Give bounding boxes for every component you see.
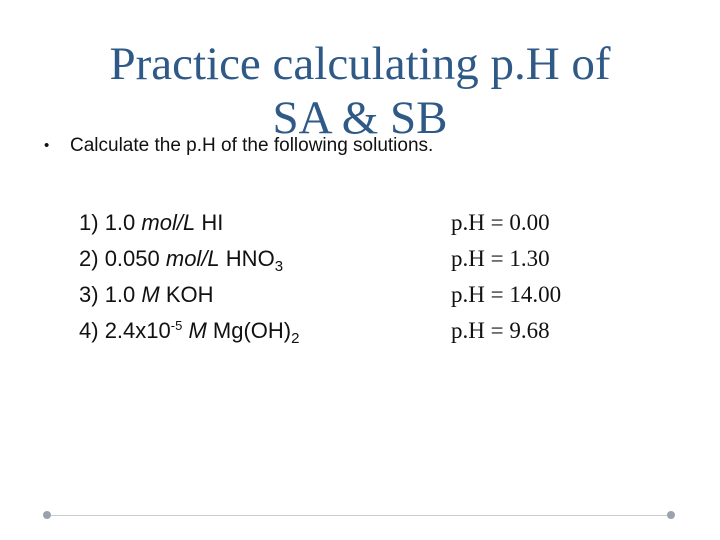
problem-formula: KOH — [165, 282, 214, 307]
problem-value: 1.0 — [104, 282, 136, 307]
answer-list — [451, 205, 561, 349]
formula-subscript: 2 — [291, 330, 300, 347]
value-base: 2.4x10 — [104, 318, 171, 343]
title-line-2: SA & SB — [272, 92, 448, 145]
formula-base: HNO — [225, 246, 275, 271]
problem-unit: M — [188, 318, 207, 343]
title-line-1: Practice calculating p.H of — [109, 38, 611, 91]
problem-unit: mol/L — [141, 210, 196, 235]
instruction-text: Calculate the p.H of the following solutions. — [70, 135, 434, 156]
bullet-icon: • — [44, 137, 50, 154]
footer-left-dot-icon — [43, 511, 51, 519]
problem-formula — [212, 318, 300, 347]
slide-title — [30, 37, 690, 145]
formula-base: Mg(OH) — [212, 318, 292, 343]
problem-unit: mol/L — [165, 246, 220, 271]
problem-value: 1.0 — [104, 210, 136, 235]
problem-list — [79, 205, 299, 349]
answer-item-1: p.H = 0.00 — [451, 210, 550, 235]
answer-item-2: p.H = 1.30 — [451, 246, 550, 271]
problem-value — [105, 318, 183, 343]
problem-item-3 — [79, 277, 299, 313]
problem-number: 3) — [79, 282, 99, 307]
problem-item-2 — [79, 241, 299, 277]
problem-number: 4) — [79, 318, 99, 343]
problem-item-1 — [79, 205, 299, 241]
value-exponent: -5 — [170, 318, 183, 333]
problem-number: 2) — [79, 246, 99, 271]
answer-item-3: p.H = 14.00 — [451, 282, 562, 307]
problem-value: 0.050 — [104, 246, 160, 271]
problem-formula: HI — [201, 210, 224, 235]
problem-unit: M — [141, 282, 160, 307]
footer-right-dot-icon — [667, 511, 675, 519]
answer-item-4: p.H = 9.68 — [451, 318, 550, 343]
problem-number: 1) — [79, 210, 99, 235]
problem-formula — [225, 246, 284, 275]
problem-item-4 — [79, 313, 299, 349]
formula-subscript: 3 — [274, 258, 284, 275]
instruction-bullet — [44, 135, 433, 157]
footer-divider — [47, 515, 671, 516]
